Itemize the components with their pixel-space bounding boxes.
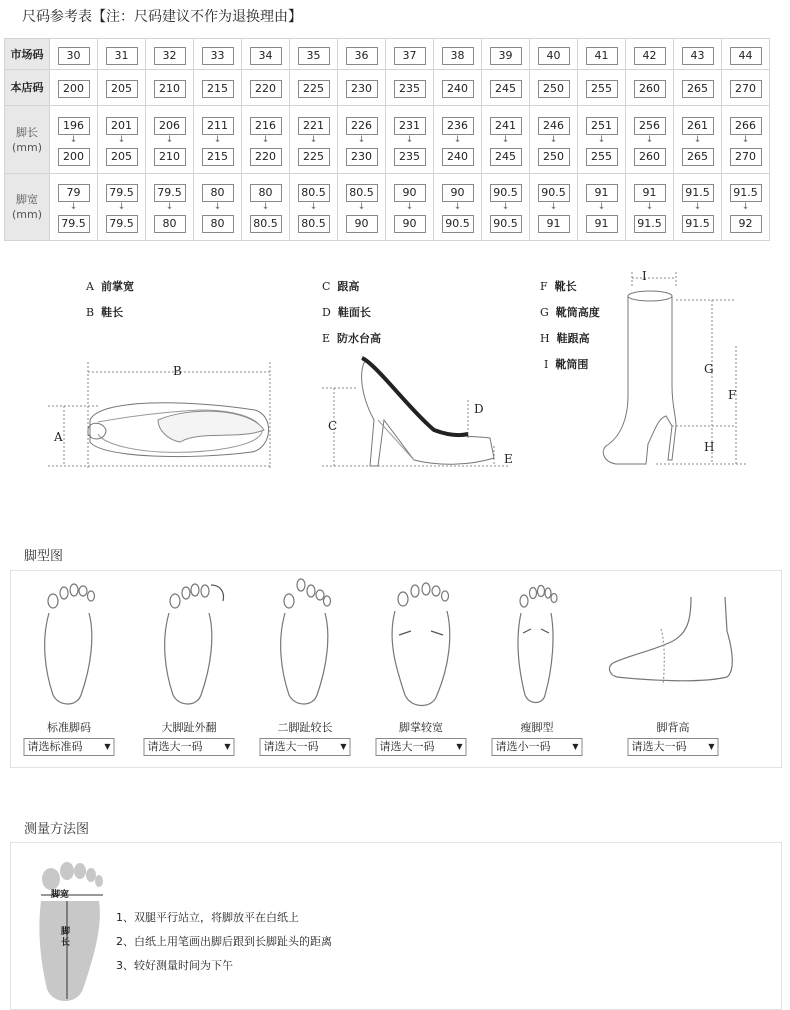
chevron-down-icon: ▼	[572, 742, 579, 751]
market-size-value: 31	[106, 47, 138, 65]
legend-item-g: G 靴筒高度	[540, 306, 600, 319]
arrow-down-icon: ↓	[741, 202, 750, 212]
foot-length-max-value: 240	[442, 148, 474, 166]
foot-width-cell	[386, 174, 434, 241]
foot-length-min-value: 246	[538, 117, 570, 135]
foot-length-max-value: 245	[490, 148, 522, 166]
foot-type-long-second-toe	[247, 571, 363, 753]
size-advice-select[interactable]: 请选大一码 ▼	[260, 738, 351, 756]
foot-length-min-value: 211	[202, 117, 234, 135]
foot-length-max-value: 210	[154, 148, 186, 166]
foot-width-cell	[722, 174, 770, 241]
arrow-down-icon: ↓	[453, 134, 462, 145]
foot-length-min-value: 241	[490, 117, 522, 135]
foot-type-label: 脚背高	[656, 721, 690, 734]
foot-width-max-value: 90	[394, 215, 426, 233]
foot-width-min-value: 91	[586, 184, 618, 202]
foot-length-cell	[626, 106, 674, 174]
foot-width-max-value: 91	[538, 215, 570, 233]
foot-width-cell	[290, 174, 338, 241]
store-size-value: 200	[58, 80, 90, 98]
foot-width-cell	[626, 174, 674, 241]
size-advice-select[interactable]: 请选大一码 ▼	[628, 738, 719, 756]
foot-length-min-value: 206	[154, 117, 186, 135]
chevron-down-icon: ▼	[224, 742, 231, 751]
market-size-cell	[98, 39, 146, 70]
market-size-value: 44	[730, 47, 762, 65]
store-size-cell	[482, 70, 530, 106]
foot-length-max-value: 265	[682, 148, 714, 166]
shoe-diagram-heel	[318, 270, 528, 480]
foot-width-tag: 脚宽	[51, 890, 70, 900]
foot-length-cell	[50, 106, 98, 174]
store-size-cell	[386, 70, 434, 106]
arrow-down-icon: ↓	[405, 134, 414, 145]
size-advice-select[interactable]: 请选大一码 ▼	[144, 738, 235, 756]
arrow-down-icon: ↓	[597, 202, 606, 212]
market-size-value: 33	[202, 47, 234, 65]
legend-item-d: D 鞋面长	[322, 306, 371, 319]
chevron-down-icon: ▼	[340, 742, 347, 751]
market-size-header: 市场码	[5, 39, 50, 70]
foot-length-cell	[578, 106, 626, 174]
store-size-cell	[98, 70, 146, 106]
foot-measure-illustration	[23, 843, 113, 1009]
foot-length-row	[5, 106, 770, 174]
market-size-cell	[722, 39, 770, 70]
foot-type-bunion	[131, 571, 247, 753]
store-size-value: 220	[250, 80, 282, 98]
market-size-cell	[146, 39, 194, 70]
arrow-down-icon: ↓	[165, 134, 174, 145]
store-size-value: 230	[346, 80, 378, 98]
long-second-toe-foot-icon	[247, 571, 363, 711]
store-size-cell	[194, 70, 242, 106]
foot-width-max-value: 80	[202, 215, 234, 233]
foot-length-min-value: 251	[586, 117, 618, 135]
store-size-value: 205	[106, 80, 138, 98]
dimension-e-marker: E	[504, 452, 513, 466]
foot-length-cell	[194, 106, 242, 174]
boot-illustration	[536, 266, 776, 480]
foot-width-cell	[530, 174, 578, 241]
legend-item-b: B 鞋长	[86, 306, 124, 319]
foot-width-min-value: 90	[394, 184, 426, 202]
foot-length-max-value: 260	[634, 148, 666, 166]
foot-length-header	[5, 106, 50, 174]
measure-heading: 测量方法图	[24, 822, 90, 837]
foot-length-min-value: 216	[250, 117, 282, 135]
arrow-down-icon: ↓	[357, 134, 366, 145]
store-size-cell	[50, 70, 98, 106]
foot-width-max-value: 80	[154, 215, 186, 233]
arrow-down-icon: ↓	[261, 202, 270, 212]
foot-width-cell	[578, 174, 626, 241]
store-size-value: 255	[586, 80, 618, 98]
foot-length-cell	[482, 106, 530, 174]
foot-length-min-value: 201	[106, 117, 138, 135]
dimension-d-marker: D	[474, 402, 484, 416]
store-size-cell	[146, 70, 194, 106]
foot-width-min-value: 80	[202, 184, 234, 202]
foot-width-max-value: 91.5	[634, 215, 666, 233]
dimension-g-marker: G	[704, 362, 714, 376]
foot-length-min-value: 226	[346, 117, 378, 135]
market-size-cell	[50, 39, 98, 70]
store-size-value: 225	[298, 80, 330, 98]
market-size-value: 43	[682, 47, 714, 65]
dimension-b-marker: B	[173, 364, 182, 378]
measure-step-3: 3、较好测量时间为下午	[116, 959, 233, 972]
market-size-cell	[194, 39, 242, 70]
arrow-down-icon: ↓	[165, 202, 174, 212]
foot-width-max-value: 91.5	[682, 215, 714, 233]
foot-length-cell	[98, 106, 146, 174]
foot-type-label: 二脚趾较长	[277, 721, 333, 734]
measure-panel	[10, 842, 782, 1010]
foot-width-min-value: 80.5	[346, 184, 378, 202]
market-size-cell	[434, 39, 482, 70]
foot-length-unit: (mm)	[11, 140, 42, 154]
store-size-value: 245	[490, 80, 522, 98]
foot-length-max-value: 205	[106, 148, 138, 166]
store-size-value: 270	[730, 80, 762, 98]
flat-shoe-illustration	[40, 270, 290, 480]
foot-width-cell	[482, 174, 530, 241]
store-size-value: 265	[682, 80, 714, 98]
foot-width-cell	[146, 174, 194, 241]
market-size-value: 39	[490, 47, 522, 65]
foot-type-standard	[11, 571, 127, 753]
foot-width-max-value: 90.5	[442, 215, 474, 233]
size-advice-select[interactable]: 请选标准码 ▼	[24, 738, 115, 756]
store-size-value: 250	[538, 80, 570, 98]
standard-foot-icon	[11, 571, 127, 711]
high-instep-foot-icon	[603, 571, 743, 711]
arrow-down-icon: ↓	[261, 134, 270, 145]
foot-type-high-instep	[603, 571, 743, 753]
foot-width-max-value: 79.5	[106, 215, 138, 233]
foot-type-label: 瘦脚型	[520, 721, 554, 734]
arrow-down-icon: ↓	[693, 202, 702, 212]
market-size-cell	[338, 39, 386, 70]
foot-width-max-value: 92	[730, 215, 762, 233]
market-size-cell	[482, 39, 530, 70]
store-size-cell	[722, 70, 770, 106]
dimension-f-marker: F	[728, 388, 737, 402]
foot-width-max-value: 80.5	[250, 215, 282, 233]
shoe-diagram-flat	[40, 270, 290, 480]
arrow-down-icon: ↓	[69, 202, 78, 212]
store-size-value: 260	[634, 80, 666, 98]
foot-type-heading: 脚型图	[24, 549, 64, 564]
foot-length-max-value: 230	[346, 148, 378, 166]
bunion-foot-icon	[131, 571, 247, 711]
arrow-down-icon: ↓	[549, 202, 558, 212]
foot-type-wide	[363, 571, 479, 753]
foot-length-cell	[242, 106, 290, 174]
foot-width-min-value: 91.5	[730, 184, 762, 202]
market-size-cell	[242, 39, 290, 70]
foot-length-min-value: 266	[730, 117, 762, 135]
store-size-cell	[530, 70, 578, 106]
arrow-down-icon: ↓	[501, 134, 510, 145]
foot-width-header	[5, 174, 50, 241]
arrow-down-icon: ↓	[405, 202, 414, 212]
store-size-value: 210	[154, 80, 186, 98]
arrow-down-icon: ↓	[597, 134, 606, 145]
foot-type-panel	[10, 570, 782, 768]
store-size-cell	[242, 70, 290, 106]
arrow-down-icon: ↓	[309, 134, 318, 145]
market-size-cell	[290, 39, 338, 70]
market-size-value: 35	[298, 47, 330, 65]
market-size-cell	[626, 39, 674, 70]
foot-width-max-value: 79.5	[58, 215, 90, 233]
foot-length-cell	[434, 106, 482, 174]
store-size-cell	[290, 70, 338, 106]
arrow-down-icon: ↓	[549, 134, 558, 145]
legend-item-i: I 靴筒围	[544, 358, 589, 371]
foot-length-max-value: 215	[202, 148, 234, 166]
foot-length-max-value: 250	[538, 148, 570, 166]
arrow-down-icon: ↓	[741, 134, 750, 145]
foot-length-cell	[290, 106, 338, 174]
chevron-down-icon: ▼	[104, 742, 111, 751]
legend-item-f: F 靴长	[540, 280, 577, 293]
foot-length-cell	[146, 106, 194, 174]
size-advice-select[interactable]: 请选大一码 ▼	[376, 738, 467, 756]
foot-width-min-value: 91.5	[682, 184, 714, 202]
heel-shoe-illustration	[318, 270, 528, 480]
foot-length-min-value: 221	[298, 117, 330, 135]
foot-width-min-value: 90.5	[490, 184, 522, 202]
arrow-down-icon: ↓	[117, 134, 126, 145]
wide-foot-icon	[363, 571, 479, 711]
foot-length-tag: 脚长	[61, 927, 71, 948]
foot-width-cell	[434, 174, 482, 241]
foot-width-unit: (mm)	[11, 208, 42, 221]
foot-width-cell	[50, 174, 98, 241]
legend-item-e: E 防水台高	[322, 332, 382, 345]
arrow-down-icon: ↓	[645, 202, 654, 212]
chevron-down-icon: ▼	[708, 742, 715, 751]
foot-width-cell	[338, 174, 386, 241]
legend-item-c: C 跟高	[322, 280, 360, 293]
store-size-cell	[434, 70, 482, 106]
foot-width-cell	[98, 174, 146, 241]
arrow-down-icon: ↓	[645, 134, 654, 145]
market-size-value: 37	[394, 47, 426, 65]
foot-width-cell	[242, 174, 290, 241]
arrow-down-icon: ↓	[117, 202, 126, 212]
market-size-value: 34	[250, 47, 282, 65]
foot-length-min-value: 236	[442, 117, 474, 135]
foot-width-min-value: 80.5	[298, 184, 330, 202]
foot-width-min-value: 91	[634, 184, 666, 202]
store-size-cell	[626, 70, 674, 106]
foot-width-min-value: 79	[58, 184, 90, 202]
shoe-diagram-boot	[536, 266, 776, 480]
foot-length-max-value: 235	[394, 148, 426, 166]
foot-length-cell	[722, 106, 770, 174]
foot-length-max-value: 255	[586, 148, 618, 166]
measure-step-1: 1、双腿平行站立，将脚放平在白纸上	[116, 911, 299, 924]
foot-length-max-value: 225	[298, 148, 330, 166]
foot-width-min-value: 80	[250, 184, 282, 202]
foot-width-cell	[194, 174, 242, 241]
foot-width-cell	[674, 174, 722, 241]
foot-width-min-value: 90.5	[538, 184, 570, 202]
size-advice-select[interactable]: 请选小一码 ▼	[492, 738, 583, 756]
dimension-a-marker: A	[54, 430, 63, 444]
foot-length-label: 脚长	[16, 125, 38, 139]
store-size-row	[5, 70, 770, 106]
store-size-cell	[578, 70, 626, 106]
foot-type-label: 标准脚码	[47, 721, 91, 734]
market-size-cell	[674, 39, 722, 70]
arrow-down-icon: ↓	[69, 134, 78, 145]
store-size-value: 235	[394, 80, 426, 98]
foot-length-max-value: 270	[730, 148, 762, 166]
arrow-down-icon: ↓	[213, 202, 222, 212]
foot-length-min-value: 256	[634, 117, 666, 135]
market-size-value: 42	[634, 47, 666, 65]
measure-step-2: 2、白纸上用笔画出脚后跟到长脚趾头的距离	[116, 935, 332, 948]
store-size-header: 本店码	[5, 70, 50, 106]
arrow-down-icon: ↓	[309, 202, 318, 212]
foot-width-min-value: 79.5	[106, 184, 138, 202]
market-size-row	[5, 39, 770, 70]
chevron-down-icon: ▼	[456, 742, 463, 751]
foot-width-min-value: 90	[442, 184, 474, 202]
foot-length-cell	[338, 106, 386, 174]
foot-length-min-value: 231	[394, 117, 426, 135]
market-size-value: 38	[442, 47, 474, 65]
arrow-down-icon: ↓	[693, 134, 702, 145]
arrow-down-icon: ↓	[453, 202, 462, 212]
legend-item-h: H 鞋跟高	[540, 332, 590, 345]
store-size-value: 240	[442, 80, 474, 98]
foot-length-cell	[674, 106, 722, 174]
dimension-i-marker: I	[642, 269, 647, 283]
legend-item-a: A 前掌宽	[86, 280, 134, 293]
market-size-cell	[578, 39, 626, 70]
foot-width-max-value: 80.5	[298, 215, 330, 233]
foot-length-cell	[530, 106, 578, 174]
dimension-c-marker: C	[328, 419, 338, 433]
market-size-value: 41	[586, 47, 618, 65]
foot-type-label: 脚掌较宽	[399, 721, 443, 734]
foot-width-min-value: 79.5	[154, 184, 186, 202]
foot-type-narrow	[479, 571, 595, 753]
market-size-value: 40	[538, 47, 570, 65]
arrow-down-icon: ↓	[213, 134, 222, 145]
market-size-value: 36	[346, 47, 378, 65]
foot-length-min-value: 196	[58, 117, 90, 135]
store-size-cell	[674, 70, 722, 106]
foot-width-row	[5, 174, 770, 241]
market-size-value: 30	[58, 47, 90, 65]
foot-width-max-value: 90.5	[490, 215, 522, 233]
store-size-value: 215	[202, 80, 234, 98]
size-chart-table	[4, 38, 770, 241]
foot-length-min-value: 261	[682, 117, 714, 135]
arrow-down-icon: ↓	[357, 202, 366, 212]
dimension-h-marker: H	[704, 440, 715, 454]
page-title: 尺码参考表【注：尺码建议不作为退换理由】	[22, 9, 302, 25]
market-size-cell	[386, 39, 434, 70]
foot-length-max-value: 220	[250, 148, 282, 166]
arrow-down-icon: ↓	[501, 202, 510, 212]
store-size-cell	[338, 70, 386, 106]
foot-width-max-value: 90	[346, 215, 378, 233]
foot-width-max-value: 91	[586, 215, 618, 233]
foot-type-label: 大脚趾外翻	[161, 721, 217, 734]
market-size-cell	[530, 39, 578, 70]
foot-length-cell	[386, 106, 434, 174]
narrow-foot-icon	[479, 571, 595, 711]
foot-width-label: 脚宽	[16, 193, 38, 206]
market-size-value: 32	[154, 47, 186, 65]
foot-length-max-value: 200	[58, 148, 90, 166]
